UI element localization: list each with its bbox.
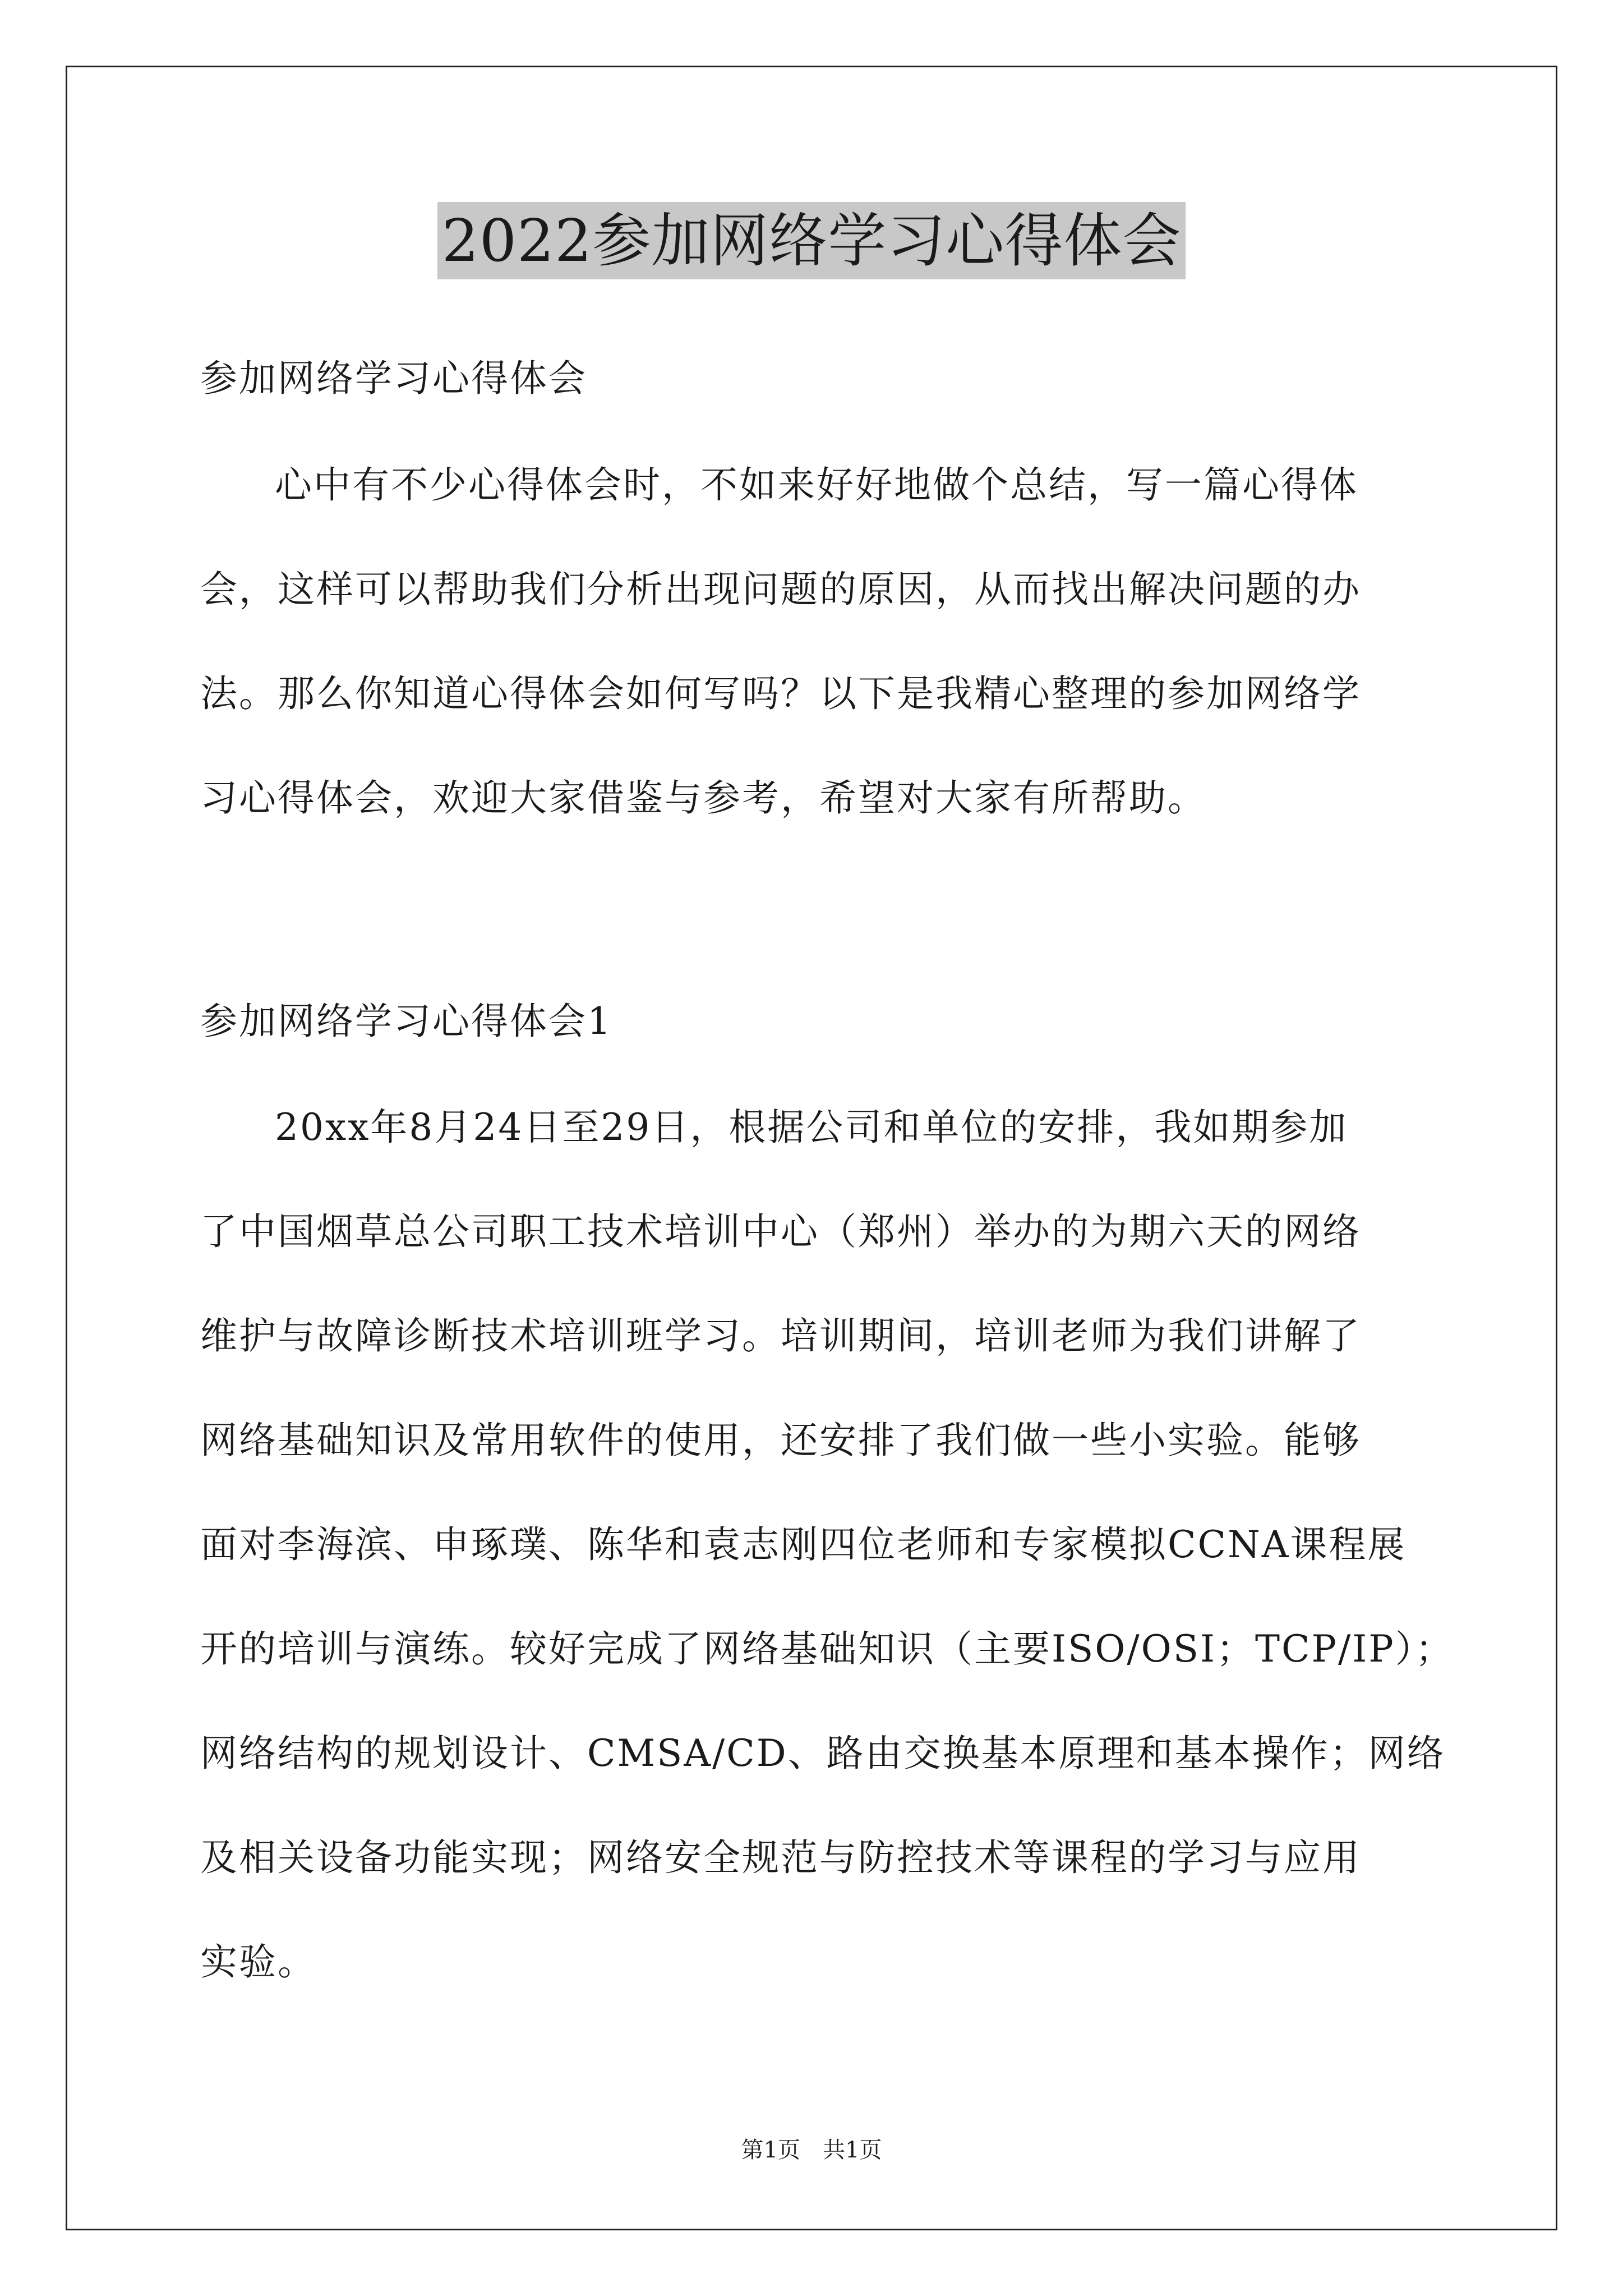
body-line: 及相关设备功能实现；网络安全规范与防控技术等课程的学习与应用 xyxy=(200,1836,1361,1879)
intro-line: 习心得体会，欢迎大家借鉴与参考，希望对大家有所帮助。 xyxy=(200,776,1206,820)
body-line: 维护与故障诊断技术培训班学习。培训期间，培训老师为我们讲解了 xyxy=(200,1314,1361,1358)
page-footer: 第1页 共1页 xyxy=(741,2137,882,2163)
intro-line: 法。那么你知道心得体会如何写吗？以下是我精心整理的参加网络学 xyxy=(200,672,1361,715)
subtitle: 参加网络学习心得体会 xyxy=(200,357,587,400)
body-line: 面对李海滨、申琢璞、陈华和袁志刚四位老师和专家模拟CCNA课程展 xyxy=(200,1523,1407,1566)
body-line: 实验。 xyxy=(200,1940,316,1984)
title-container xyxy=(0,202,1623,279)
body-line: 网络基础知识及常用软件的使用，还安排了我们做一些小实验。能够 xyxy=(200,1419,1361,1462)
section-heading: 参加网络学习心得体会1 xyxy=(200,1000,612,1043)
intro-line: 心中有不少心得体会时，不如来好好地做个总结，写一篇心得体 xyxy=(275,463,1358,507)
body-line: 开的培训与演练。较好完成了网络基础知识（主要ISO/OSI；TCP/IP）； xyxy=(200,1627,1454,1671)
document-title: 2022参加网络学习心得体会 xyxy=(437,202,1186,279)
body-line: 网络结构的规划设计、CMSA/CD、路由交换基本原理和基本操作；网络 xyxy=(200,1732,1446,1775)
intro-line: 会，这样可以帮助我们分析出现问题的原因，从而找出解决问题的办 xyxy=(200,568,1361,611)
body-line: 20xx年8月24日至29日，根据公司和单位的安排，我如期参加 xyxy=(275,1106,1348,1149)
body-line: 了中国烟草总公司职工技术培训中心（郑州）举办的为期六天的网络 xyxy=(200,1210,1361,1253)
